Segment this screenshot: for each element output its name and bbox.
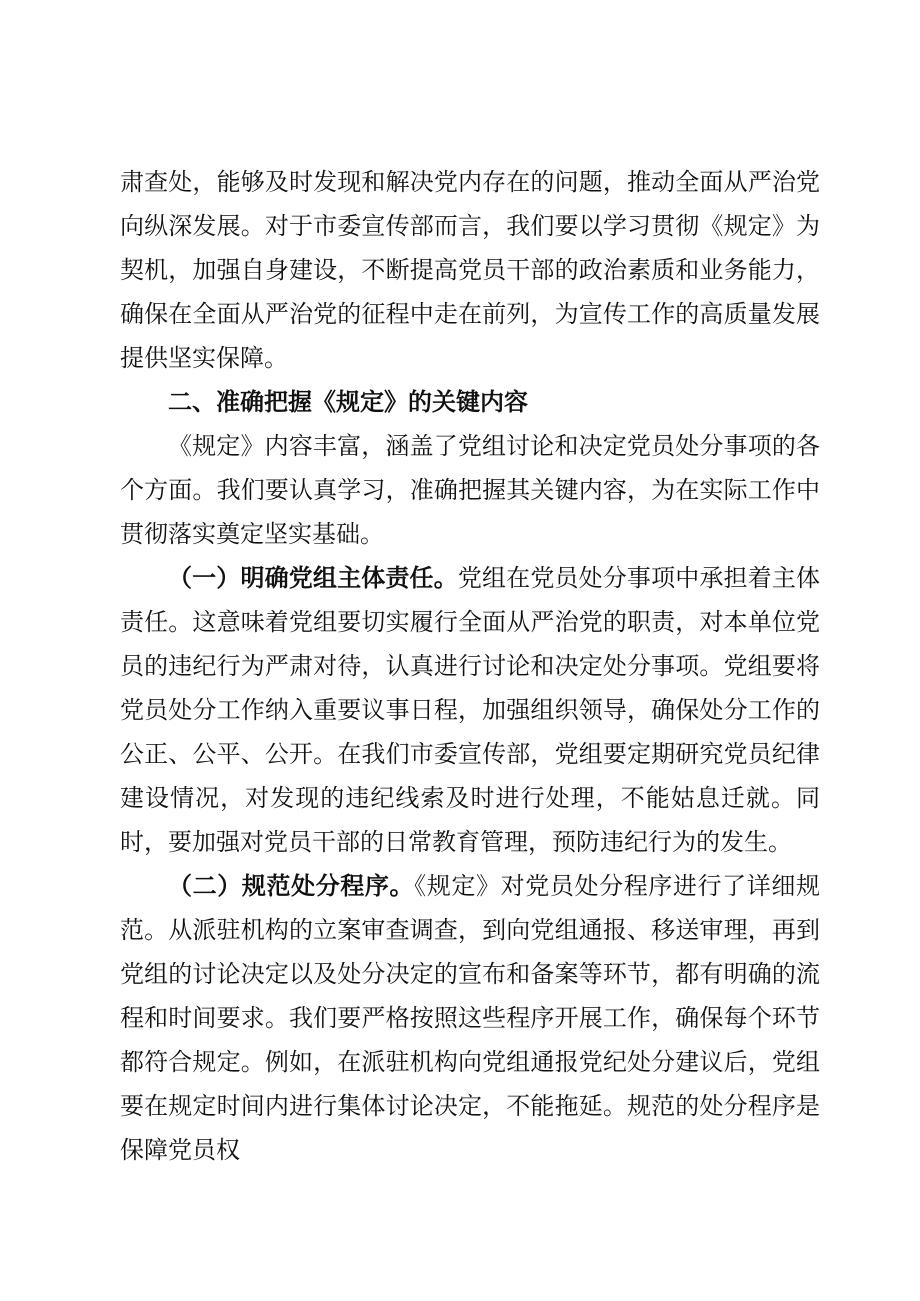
subheading-procedure: （二）规范处分程序。 [168,872,415,900]
subheading-party-responsibility: （一）明确党组主体责任。 [168,564,458,592]
section-heading: 二、准确把握《规定》的关键内容 [168,388,528,416]
paragraph-continuation: 肃查处，能够及时发现和解决党内存在的问题，推动全面从严治党向纵深发展。对于市委宣传部而言，我们要以学习贯彻《规定》为契机，加强自身建设，不断提高党员干部的政治素质和业务能力，确保在全面从严治党的征程中走在前列，为宣传工作的高质量发展提供坚实保障。 [120,168,820,372]
document-body [120,160,820,1172]
paragraph-party-responsibility [120,556,820,864]
paragraph-procedure [120,864,820,1172]
paragraph-intro: 《规定》内容丰富，涵盖了党组讨论和决定党员处分事项的各个方面。我们要认真学习，准确把握其关键内容，为在实际工作中贯彻落实奠定坚实基础。 [120,432,820,548]
paragraph-party-responsibility-body: 党组在党员处分事项中承担着主体责任。这意味着党组要切实履行全面从严治党的职责，对本单位党员的违纪行为严肃对待，认真进行讨论和决定处分事项。党组要将党员处分工作纳入重要议事日程，加强组织领导，确保处分工作的公正、公平、公开。在我们市委宣传部，党组要定期研究党员纪律建设情况，对发现的违纪线索及时进行处理，不能姑息迁就。同时，要加强对党员干部的日常教育管理，预防违纪行为的发生。 [120,564,821,856]
paragraph-procedure-body: 《规定》对党员处分程序进行了详细规范。从派驻机构的立案审查调查，到向党组通报、移送审理，再到党组的讨论决定以及处分决定的宣布和备案等环节，都有明确的流程和时间要求。我们要严格按照这些程序开展工作，确保每个环节都符合规定。例如，在派驻机构向党组通报党纪处分建议后，党组要在规定时间内进行集体讨论决定，不能拖延。规范的处分程序是保障党员权 [120,872,821,1164]
